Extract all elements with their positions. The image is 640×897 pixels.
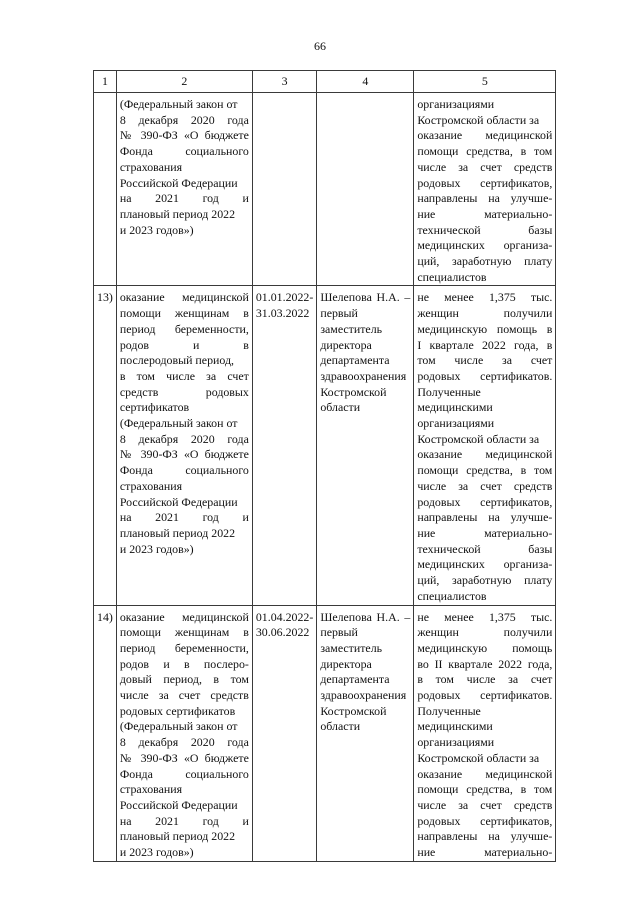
text-line: и 2023 годов») [119, 222, 194, 237]
text-line: родовых сертификатов [119, 703, 236, 718]
text-line: здравоохранения [320, 688, 407, 703]
text-line: № 390-ФЗ «О бюджете [119, 750, 249, 765]
text-line: период беременности, [119, 321, 249, 336]
text-line: сертификатов [119, 400, 190, 415]
result-cell [414, 286, 556, 605]
text-line: направлены на улучше- [417, 510, 553, 525]
text-line: Российской Федерации [119, 175, 238, 190]
text-line: заместитель [320, 640, 383, 655]
text-line: департамента [320, 353, 390, 368]
text-line: плановый период 2022 [119, 829, 236, 844]
table-row [94, 286, 556, 605]
text-line: Российской Федерации [119, 494, 238, 509]
text-line: в том числе за счет [417, 672, 553, 687]
text-line: числе за счет средств [119, 688, 249, 703]
column-header-2: 2 [116, 71, 252, 93]
period-cell [252, 286, 316, 605]
text-line: оказание медицинской [119, 290, 249, 305]
text-line: медицинскими [417, 719, 493, 734]
text-line: числе за счет средств [417, 159, 553, 174]
text-line: ций, заработную плату [417, 254, 553, 269]
text-line: плановый период 2022 [119, 206, 236, 221]
text-line: (Федеральный закон от [119, 416, 238, 431]
text-line: № 390-ФЗ «О бюджете [119, 128, 249, 143]
row-number: 13) [94, 286, 117, 605]
period-cell [252, 93, 316, 286]
text-line: медицинских организа- [417, 557, 553, 572]
text-line: области [320, 719, 361, 734]
text-line: довый период, в том [119, 672, 249, 687]
text-line: 8 декабря 2020 года [119, 735, 249, 750]
text-line: страхования [119, 159, 183, 174]
text-line: в том числе за счет [119, 368, 249, 383]
text-line: направлены на улучше- [417, 191, 553, 206]
text-line: том числе за счет [417, 353, 553, 368]
text-line: Фонда социального [119, 144, 249, 159]
text-line: директора [320, 656, 372, 671]
text-line: ций, заработную плату [417, 573, 553, 588]
text-line: послеродовый период, [119, 353, 235, 368]
text-line: области [320, 400, 361, 415]
text-line: на 2021 год и [119, 510, 249, 525]
text-line: женщин получили [417, 306, 553, 321]
table-row [94, 93, 556, 286]
text-line: (Федеральный закон от [119, 719, 238, 734]
text-line: здравоохранения [320, 368, 407, 383]
text-line: Шелепова Н.А. – [320, 290, 411, 305]
text-line: медицинскими [417, 400, 493, 415]
text-line: ние материально- [417, 845, 553, 860]
text-line: на 2021 год и [119, 191, 249, 206]
text-line: Фонда социального [119, 766, 249, 781]
text-line: страхования [119, 478, 183, 493]
text-line: страхования [119, 782, 183, 797]
text-line: и 2023 годов») [119, 845, 194, 860]
table-header-row [94, 71, 556, 93]
text-line: помощи средства, в том [417, 463, 553, 478]
text-line: родов и в [119, 337, 249, 352]
text-line: и 2023 годов») [119, 541, 194, 556]
row-number: 14) [94, 605, 117, 861]
text-line: медицинскую помощь [417, 640, 553, 655]
column-header-5: 5 [414, 71, 556, 93]
row-number [94, 93, 117, 286]
text-line: Костромской [320, 703, 387, 718]
text-line: помощи женщинам в [119, 625, 249, 640]
responsible-cell [317, 605, 414, 861]
result-cell [414, 93, 556, 286]
text-line: Костромской области за [417, 750, 540, 765]
text-line: период беременности, [119, 640, 249, 655]
text-line: во II квартале 2022 года, [417, 656, 553, 671]
period-date: 01.01.2022- [255, 290, 314, 305]
text-line: средств родовых [119, 384, 249, 399]
text-line: департамента [320, 672, 390, 687]
text-line: оказание медицинской [417, 128, 553, 143]
text-line: помощи средства, в том [417, 782, 553, 797]
text-line: не менее 1,375 тыс. [417, 290, 553, 305]
text-line: ние материально- [417, 206, 553, 221]
text-line: оказание медицинской [119, 609, 249, 624]
text-line: ние материально- [417, 525, 553, 540]
text-line: технической базы [417, 541, 553, 556]
text-line: № 390-ФЗ «О бюджете [119, 447, 249, 462]
period-date: 01.04.2022- [255, 609, 314, 624]
table-row [94, 605, 556, 861]
text-line: Фонда социального [119, 463, 249, 478]
text-line: Полученные [417, 384, 481, 399]
text-line: не менее 1,375 тыс. [417, 609, 553, 624]
text-line: Шелепова Н.А. – [320, 609, 411, 624]
column-header-1: 1 [94, 71, 117, 93]
text-line: специалистов [417, 269, 487, 284]
text-line: родовых сертификатов, [417, 813, 553, 828]
plan-table [93, 70, 556, 862]
text-line: помощи женщинам в [119, 306, 249, 321]
column-header-4: 4 [317, 71, 414, 93]
text-line: 8 декабря 2020 года [119, 112, 249, 127]
text-line: на 2021 год и [119, 813, 249, 828]
period-date: 30.06.2022 [255, 625, 310, 640]
text-line: директора [320, 337, 372, 352]
text-line: Полученные [417, 703, 481, 718]
activity-cell [116, 286, 252, 605]
text-line: организациями [417, 416, 495, 431]
text-line: числе за счет средств [417, 797, 553, 812]
text-line: организациями [417, 97, 495, 111]
text-line: 8 декабря 2020 года [119, 431, 249, 446]
text-line: Российской Федерации [119, 797, 238, 812]
text-line: медицинских организа- [417, 238, 553, 253]
text-line: медицинскую помощь в [417, 321, 553, 336]
activity-cell [116, 605, 252, 861]
responsible-cell [317, 93, 414, 286]
text-line: (Федеральный закон от [119, 97, 238, 111]
period-date: 31.03.2022 [255, 306, 310, 321]
text-line: родовых сертификатов. [417, 688, 553, 703]
responsible-cell [317, 286, 414, 605]
text-line: технической базы [417, 222, 553, 237]
page-number: 66 [314, 39, 326, 53]
activity-cell [116, 93, 252, 286]
text-line: первый [320, 306, 358, 321]
text-line: помощи средства, в том [417, 144, 553, 159]
text-line: женщин получили [417, 625, 553, 640]
text-line: плановый период 2022 [119, 525, 236, 540]
text-line: специалистов [417, 588, 487, 603]
period-cell [252, 605, 316, 861]
text-line: заместитель [320, 321, 383, 336]
text-line: I квартале 2022 года, в [417, 337, 553, 352]
text-line: родов и в послеро- [119, 656, 249, 671]
text-line: Костромской [320, 384, 387, 399]
text-line: родовых сертификатов. [417, 368, 553, 383]
column-header-3: 3 [252, 71, 316, 93]
text-line: Костромской области за [417, 431, 540, 446]
text-line: оказание медицинской [417, 766, 553, 781]
text-line: направлены на улучше- [417, 829, 553, 844]
result-cell [414, 605, 556, 861]
text-line: оказание медицинской [417, 447, 553, 462]
text-line: числе за счет средств [417, 478, 553, 493]
text-line: Костромской области за [417, 112, 540, 127]
text-line: организациями [417, 735, 495, 750]
text-line: родовых сертификатов, [417, 494, 553, 509]
text-line: родовых сертификатов, [417, 175, 553, 190]
text-line: первый [320, 625, 358, 640]
